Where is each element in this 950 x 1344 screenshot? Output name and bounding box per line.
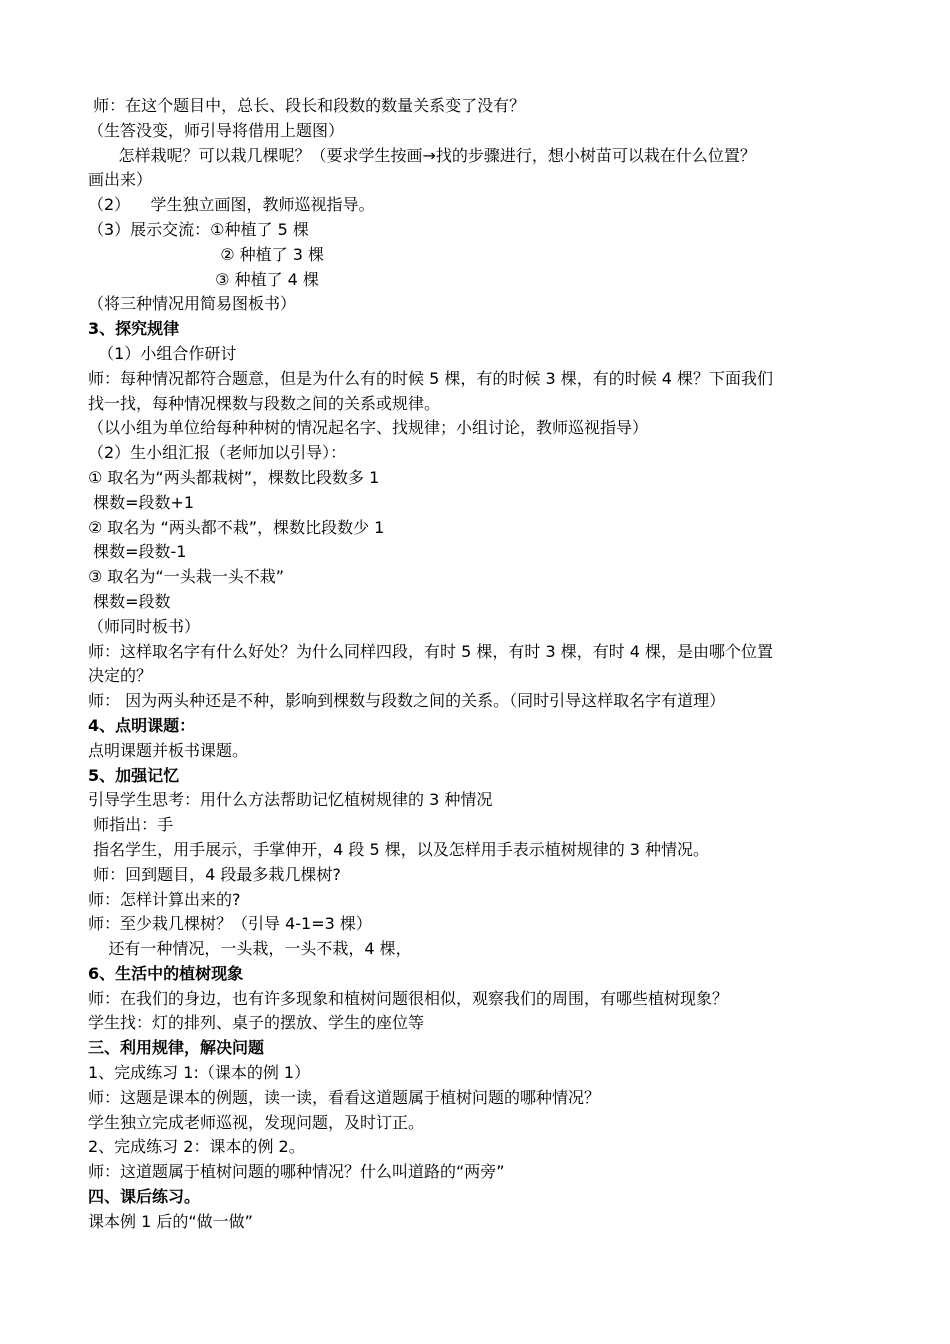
paragraph-group-naming: （以小组为单位给每种种树的情况起名字、找规律；小组讨论，教师巡视指导） <box>88 418 649 438</box>
paragraph-life-phenomena: 师：在我们的身边，也有许多现象和植树问题很相似，观察我们的周围，有哪些植树现象？ <box>88 988 729 1008</box>
paragraph-min-trees: 师：至少栽几棵树？（引导 4-1=3 棵） <box>88 914 372 934</box>
case-2-formula: 棵数=段数-1 <box>88 542 187 562</box>
paragraph-how-to-plant-cont: 画出来） <box>88 170 153 190</box>
paragraph-naming-benefit: 师：这样取名字有什么好处？为什么同样四段，有时 5 棵，有时 3 棵，有时 4 棵，是由哪个位置 <box>88 641 774 661</box>
subsection-group-report: （2）生小组汇报（老师加以引导）： <box>88 443 347 463</box>
section-heading-three: 三、利用规律，解决问题 <box>88 1038 265 1058</box>
case-3-formula: 棵数=段数 <box>88 591 171 611</box>
section-heading-6: 6、生活中的植树现象 <box>88 963 244 983</box>
exercise-2: 2、完成练习 2：课本的例 2。 <box>88 1137 305 1157</box>
exercise-1: 1、完成练习 1:（课本的例 1） <box>88 1063 311 1083</box>
paragraph-student-find: 学生找：灯的排列、桌子的摆放、学生的座位等 <box>88 1013 425 1033</box>
paragraph-exercise-2-teacher: 师：这道题属于植树问题的哪种情况？什么叫道路的“两旁” <box>88 1162 505 1182</box>
paragraph-how-to-plant: 怎样栽呢？可以栽几棵呢？（要求学生按画→找的步骤进行，想小树苗可以栽在什么位置？ <box>88 145 756 165</box>
case-1-formula: 棵数=段数+1 <box>88 492 195 512</box>
step-2-draw: （2） 学生独立画图，教师巡视指导。 <box>88 195 375 215</box>
paragraph-both-ends: 师： 因为两头种还是不种，影响到棵数与段数之间的关系。（同时引导这样取名字有道理） <box>88 691 726 711</box>
step-3-show-4: ③ 种植了 4 棵 <box>88 269 319 289</box>
case-2-name: ② 取名为 “两头都不栽”，棵数比段数少 1 <box>88 517 385 537</box>
paragraph-exercise-1-teacher: 师：这题是课本的例题，读一读，看看这道题属于植树问题的哪种情况？ <box>88 1087 601 1107</box>
step-3-show-5: （3）展示交流：①种植了 5 棵 <box>88 219 309 239</box>
document-body <box>88 94 868 1235</box>
paragraph-teacher-why-cont: 找一找，每种情况棵数与段数之间的关系或规律。 <box>88 393 441 413</box>
paragraph-memory-guide: 引导学生思考：用什么方法帮助记忆植树规律的 3 种情况 <box>88 790 493 810</box>
case-1-name: ① 取名为“两头都栽树”，棵数比段数多 1 <box>88 467 380 487</box>
paragraph-teacher-why: 师：每种情况都符合题意，但是为什么有的时候 5 棵，有的时候 3 棵，有的时候 4 棵？下面我们 <box>88 368 774 388</box>
paragraph-exercise-1-student: 学生独立完成老师巡视，发现问题，及时订正。 <box>88 1112 425 1132</box>
paragraph-naming-benefit-cont: 决定的？ <box>88 666 153 686</box>
paragraph-topic-board: 点明课题并板书课题。 <box>88 740 249 760</box>
paragraph-student-answer: （生答没变，师引导将借用上题图） <box>88 120 345 140</box>
step-3-show-3: ② 种植了 3 棵 <box>88 244 325 264</box>
paragraph-max-trees: 师：回到题目，4 段最多栽几棵树? <box>88 864 341 884</box>
paragraph-teacher-question: 师：在这个题目中，总长、段长和段数的数量关系变了没有？ <box>88 96 526 115</box>
paragraph-hand-demo: 指名学生，用手展示，手掌伸开，4 段 5 棵，以及怎样用手表示植树规律的 3 种情况。 <box>88 839 710 859</box>
section-heading-3: 3、探究规律 <box>88 319 180 339</box>
paragraph-homework: 课本例 1 后的“做一做” <box>88 1211 253 1231</box>
paragraph-how-calc: 师：怎样计算出来的? <box>88 889 241 909</box>
subsection-group-study: （1）小组合作研讨 <box>88 343 237 363</box>
paragraph-board-note-2: （师同时板书） <box>88 616 201 636</box>
case-3-name: ③ 取名为“一头栽一头不栽” <box>88 567 285 587</box>
section-heading-5: 5、加强记忆 <box>88 765 180 785</box>
section-heading-4: 4、点明课题： <box>88 715 196 735</box>
paragraph-other-case: 还有一种情况，一头栽，一头不栽，4 棵， <box>88 939 412 959</box>
paragraph-teacher-hand: 师指出：手 <box>88 815 174 835</box>
paragraph-board-note: （将三种情况用简易图板书） <box>88 294 297 314</box>
section-heading-four: 四、课后练习。 <box>88 1187 201 1207</box>
